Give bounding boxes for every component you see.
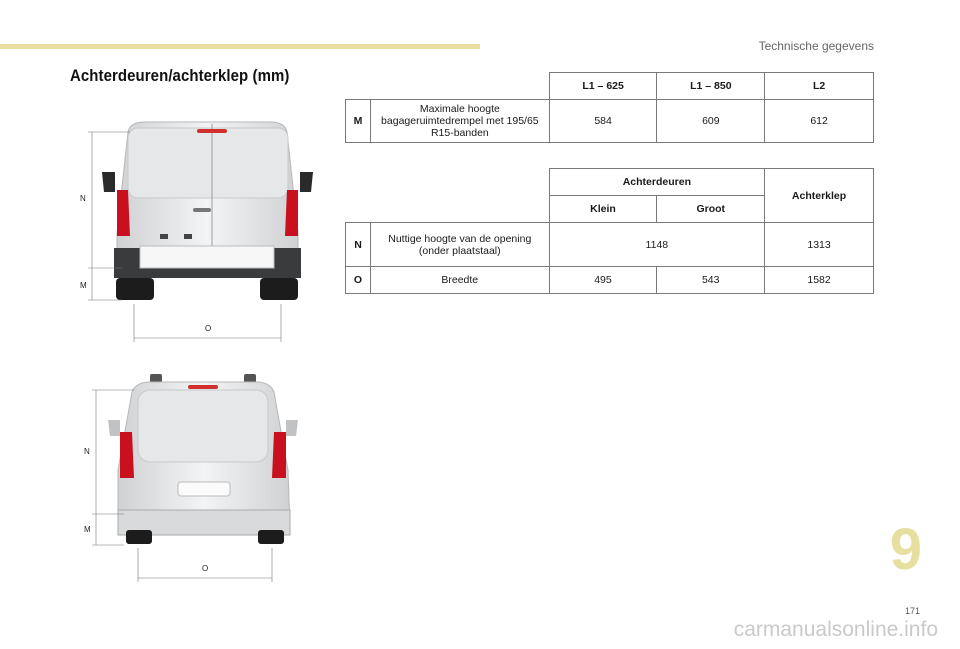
table-cell: 495 — [549, 267, 657, 294]
row-code: M — [346, 100, 371, 143]
blank-cell — [346, 169, 550, 223]
column-header: L2 — [765, 73, 874, 100]
dimension-label-m: M — [80, 281, 87, 290]
opening-dimensions-table — [345, 168, 874, 294]
column-header: L1 – 625 — [549, 73, 657, 100]
van-tailgate-diagram — [78, 370, 338, 585]
table-cell: 543 — [657, 267, 765, 294]
chapter-number: 9 — [889, 517, 922, 582]
page-title: Achterdeuren/achterklep (mm) — [70, 66, 290, 85]
dimension-label-m: M — [84, 525, 91, 534]
tailgate-header: Achterklep — [765, 169, 874, 223]
watermark: carmanualsonline.info — [733, 618, 938, 641]
table-cell: 612 — [765, 100, 874, 143]
row-code: N — [346, 223, 371, 267]
table-cell: 1313 — [765, 223, 874, 267]
accent-bar — [0, 44, 480, 49]
van-rear-doors-diagram — [70, 118, 330, 348]
row-label: Nuttige hoogte van de opening (onder plaatstaal) — [370, 223, 549, 267]
dimension-label-o: O — [205, 324, 212, 333]
page-number: 171 — [904, 606, 920, 616]
table-cell: 609 — [657, 100, 765, 143]
dimension-label-n: N — [84, 447, 90, 456]
rear-doors-header: Achterdeuren — [549, 169, 765, 196]
threshold-height-table — [345, 72, 874, 143]
dimension-label-n: N — [80, 194, 86, 203]
column-header-small: Klein — [549, 196, 657, 223]
column-header-large: Groot — [657, 196, 765, 223]
row-label: Breedte — [370, 267, 549, 294]
section-header: Technische gegevens — [758, 39, 874, 53]
table-cell: 1148 — [549, 223, 765, 267]
table-cell: 1582 — [765, 267, 874, 294]
column-header: L1 – 850 — [657, 73, 765, 100]
blank-cell — [346, 73, 550, 100]
row-label: Maximale hoogte bagageruimtedrempel met 195/65 R15-banden — [370, 100, 549, 143]
row-code: O — [346, 267, 371, 294]
dimension-label-o: O — [202, 564, 209, 573]
table-cell: 584 — [549, 100, 657, 143]
